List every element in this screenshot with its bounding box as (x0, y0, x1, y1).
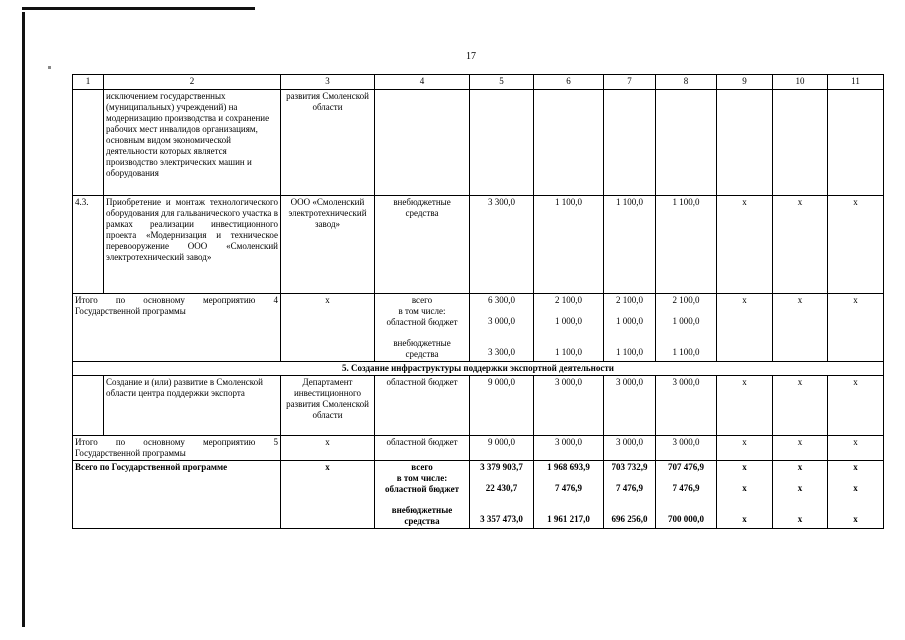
cell-value: 707 476,9 (668, 462, 704, 472)
cell-value: 1 961 217,0 (547, 514, 590, 524)
cell-value: 3 300,0 (488, 347, 515, 357)
cell-value: х (853, 514, 858, 524)
scan-artifact-dot (48, 66, 51, 69)
cell-values (470, 294, 534, 362)
cell-value: 3 357 473,0 (480, 514, 523, 524)
cell-value: 3 000,0 (656, 376, 717, 436)
scan-artifact-left (22, 12, 25, 627)
table-row-5-1 (73, 376, 884, 436)
table-row-4-3 (73, 196, 884, 294)
source-including: в том числе: (398, 306, 446, 316)
header-cell: 7 (604, 75, 656, 90)
cell-value: 1 100,0 (672, 347, 700, 357)
row-source (375, 294, 470, 362)
header-cell: 9 (717, 75, 773, 90)
row-number: 4.3. (73, 196, 104, 294)
cell-value: 3 000,0 (534, 376, 604, 436)
cell-value: х (773, 436, 828, 461)
row-executor: ООО «Смоленский электротехнический завод» (281, 196, 375, 294)
cell-value: 1 000,0 (555, 316, 582, 326)
row-executor: развития Смоленской области (281, 90, 375, 196)
cell-value: 2 100,0 (616, 295, 643, 305)
cell-value: 3 379 903,7 (480, 462, 523, 472)
cell-value: 3 000,0 (534, 436, 604, 461)
row-source: областной бюджет (375, 376, 470, 436)
cell-value: х (742, 462, 747, 472)
cell-value: х (717, 376, 773, 436)
table-row-grand-total (73, 461, 884, 529)
cell-value: х (853, 462, 858, 472)
total-label: Итого по основному мероприятию 4 Государственной программы (73, 294, 281, 362)
row-executor: х (281, 294, 375, 362)
cell-values (656, 461, 717, 529)
header-cell: 2 (104, 75, 281, 90)
cell-value: 3 000,0 (604, 436, 656, 461)
source-regional: областной бюджет (384, 484, 460, 494)
cell-value: 1 968 693,9 (547, 462, 590, 472)
cell-value: 6 300,0 (488, 295, 515, 305)
source-including: в том числе: (396, 473, 448, 483)
cell-value: х (773, 376, 828, 436)
row-description: исключением государственных (муниципальных) учреждений) на модернизацию производства и сохранение рабочих мест инвалидов организациям, основным видом экономической деятельности которых является производство электрических машин и оборудования (104, 90, 281, 196)
cell-value: х (797, 483, 803, 493)
cell-values (604, 294, 656, 362)
cell-value: 700 000,0 (668, 514, 704, 524)
cell-value: 3 000,0 (488, 316, 515, 326)
row-description: Создание и (или) развитие в Смоленской области центра поддержки экспорта (104, 376, 281, 436)
source-extra: внебюджетные средства (391, 505, 453, 526)
cell-values (656, 294, 717, 362)
table-row-total-5 (73, 436, 884, 461)
cell-value: 9 000,0 (470, 376, 534, 436)
header-cell: 1 (73, 75, 104, 90)
cell-value: 1 100,0 (534, 196, 604, 294)
cell-values (534, 294, 604, 362)
cell-value: 7 476,9 (555, 483, 582, 493)
cell-value: 3 300,0 (470, 196, 534, 294)
section-5-row (73, 362, 884, 376)
header-row (73, 75, 884, 90)
cell-value: 2 100,0 (555, 295, 582, 305)
cell-value: х (773, 196, 828, 294)
cell-value: х (853, 483, 858, 493)
cell-value: 696 256,0 (611, 514, 648, 524)
cell-value: 703 732,9 (611, 462, 648, 472)
cell-value: 2 100,0 (672, 295, 700, 305)
cell-values (534, 461, 604, 529)
cell-value: 1 100,0 (616, 347, 643, 357)
cell-values (604, 461, 656, 529)
row-source: внебюджетные средства (375, 196, 470, 294)
header-cell: 3 (281, 75, 375, 90)
row-executor: Департамент инвестиционного развития Смоленской области (281, 376, 375, 436)
cell-value: х (742, 483, 747, 493)
source-total: всего (411, 462, 433, 472)
cell-value: 22 430,7 (485, 483, 518, 493)
section-title: 5. Создание инфраструктуры поддержки экспортной деятельности (73, 362, 884, 376)
cell-value: 1 100,0 (656, 196, 717, 294)
header-cell: 8 (656, 75, 717, 90)
cell-value: 1 100,0 (555, 347, 582, 357)
cell-value: 1 000,0 (672, 316, 700, 326)
row-source (375, 461, 470, 529)
table-row-total-4 (73, 294, 884, 362)
cell-value: 3 000,0 (604, 376, 656, 436)
cell-value: х (717, 436, 773, 461)
header-cell: 5 (470, 75, 534, 90)
cell-value: х (717, 294, 773, 362)
cell-value: 7 476,9 (672, 483, 700, 493)
row-executor: х (281, 436, 375, 461)
cell-value: х (742, 514, 747, 524)
cell-value: 7 476,9 (616, 483, 643, 493)
cell-values (717, 461, 773, 529)
cell-value: 3 000,0 (656, 436, 717, 461)
scan-artifact-top (22, 7, 255, 10)
header-cell: 4 (375, 75, 470, 90)
cell-value: 1 100,0 (604, 196, 656, 294)
cell-value: 9 000,0 (470, 436, 534, 461)
table-row-continuation (73, 90, 884, 196)
header-cell: 11 (828, 75, 884, 90)
cell-values (470, 461, 534, 529)
cell-value: х (828, 294, 884, 362)
row-description: Приобретение и монтаж технологического оборудования для гальванического участка в рамках реализации инвестиционного проекта «Модернизация и техническое перевооружение ООО «Смоленский электротехнический завод» (104, 196, 281, 294)
source-extra: внебюджетные средства (393, 338, 451, 359)
header-cell: 10 (773, 75, 828, 90)
source-regional: областной бюджет (386, 317, 458, 327)
source-total: всего (411, 295, 433, 305)
cell-values (828, 461, 884, 529)
cell-value: х (717, 196, 773, 294)
cell-value: х (828, 436, 884, 461)
row-source: областной бюджет (375, 436, 470, 461)
cell-values (773, 461, 828, 529)
cell-value: х (828, 196, 884, 294)
cell-value: х (773, 294, 828, 362)
row-executor: х (281, 461, 375, 529)
cell-value: х (797, 462, 803, 472)
page-number: 17 (466, 51, 476, 62)
cell-value: х (828, 376, 884, 436)
budget-table (72, 74, 884, 529)
cell-value: 1 000,0 (616, 316, 643, 326)
total-label: Всего по Государственной программе (73, 461, 281, 529)
cell-value: х (797, 514, 803, 524)
total-label: Итого по основному мероприятию 5 Государственной программы (73, 436, 281, 461)
header-cell: 6 (534, 75, 604, 90)
